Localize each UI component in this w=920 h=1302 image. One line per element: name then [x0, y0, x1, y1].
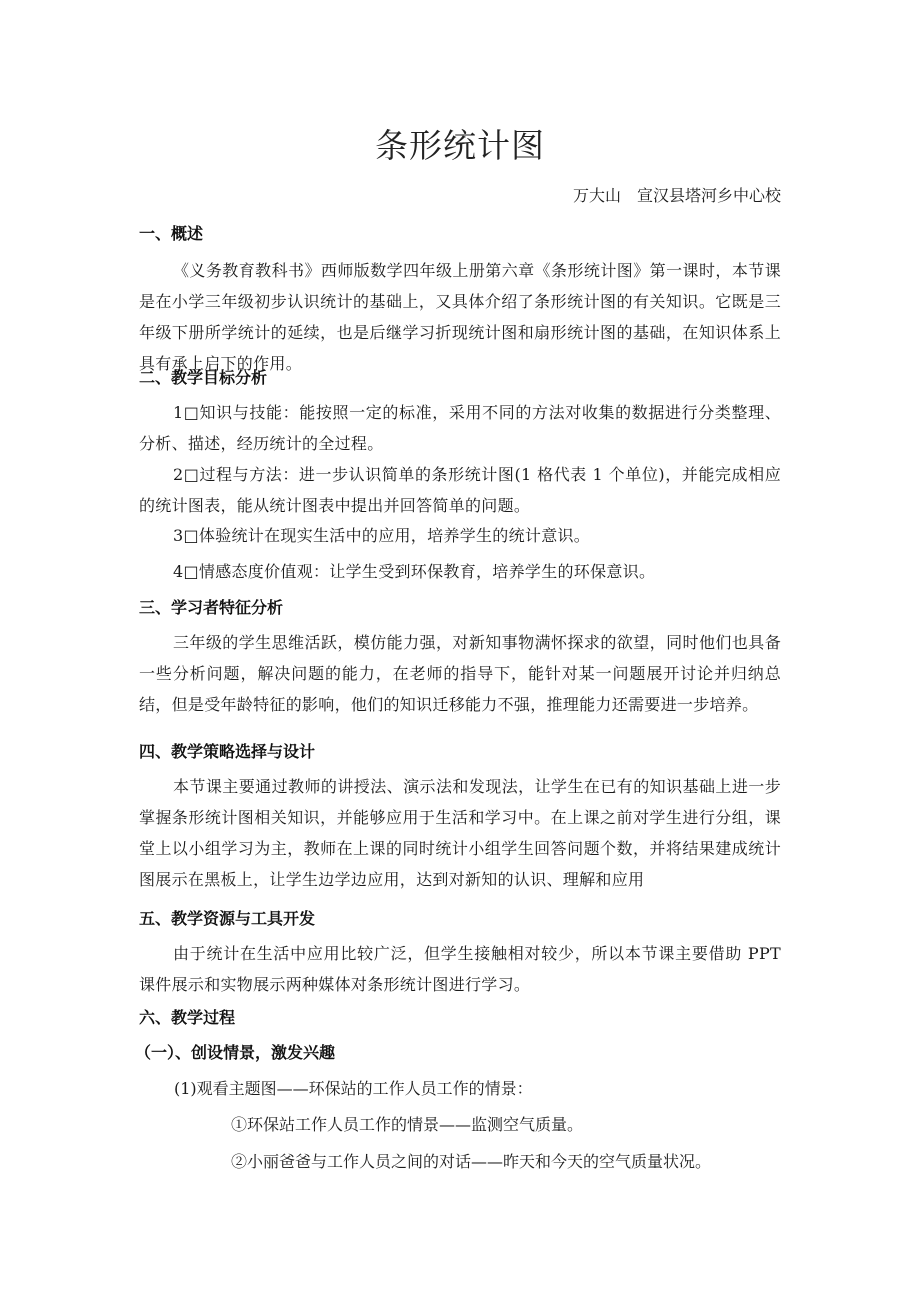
resources-paragraph: 由于统计在生活中应用比较广泛，但学生接触相对较少，所以本节课主要借助 PPT 课件展示和实物展示两种媒体对条形统计图进行学习。 [139, 944, 781, 994]
subsection-heading-scenario: （一）、创设情景，激发兴趣 [135, 1043, 336, 1062]
section-heading-learners: 三、学习者特征分析 [139, 598, 284, 617]
process-subitem-2: ②小丽爸爸与工作人员之间的对话——昨天和今天的空气质量状况。 [231, 1152, 712, 1171]
learners-paragraph: 三年级的学生思维活跃，模仿能力强，对新知事物满怀探求的欲望，同时他们也具备一些分析问题，解决问题的能力，在老师的指导下，能针对某一问题展开讨论并归纳总结，但是受年龄特征的影响，他们的知识迁移能力不强，推理能力还需要进一步培养。 [139, 633, 781, 714]
overview-paragraph: 《义务教育教科书》西师版数学四年级上册第六章《条形统计图》第一课时，本节课是在小学三年级初步认识统计的基础上，又具体介绍了条形统计图的有关知识。它既是三年级下册所学统计的延续，也是后继学习折现统计图和扇形统计图的基础，在知识体系上具有承上启下的作用。 [139, 261, 781, 373]
section-heading-strategy: 四、教学策略选择与设计 [139, 742, 316, 761]
section-heading-process: 六、教学过程 [139, 1008, 236, 1027]
author-line: 万大山 宣汉县塔河乡中心校 [572, 186, 781, 205]
section-heading-resources: 五、教学资源与工具开发 [139, 909, 316, 928]
section-heading-objectives: 二、教学目标分析 [139, 368, 268, 387]
section-heading-overview: 一、概述 [139, 224, 204, 243]
objective-3: 3□体验统计在现实生活中的应用，培养学生的统计意识。 [173, 526, 591, 545]
process-subitem-1: ①环保站工作人员工作的情景——监测空气质量。 [231, 1115, 584, 1134]
objective-2: 2□过程与方法：进一步认识简单的条形统计图(1 格代表 1 个单位)，并能完成相应的统计图表，能从统计图表中提出并回答简单的问题。 [139, 465, 781, 515]
process-item-1: (1)观看主题图——环保站的工作人员工作的情景： [174, 1079, 533, 1098]
strategy-paragraph: 本节课主要通过教师的讲授法、演示法和发现法，让学生在已有的知识基础上进一步掌握条形统计图相关知识，并能够应用于生活和学习中。在上课之前对学生进行分组，课堂上以小组学习为主，教师在上课的同时统计小组学生回答问题个数，并将结果建成统计图展示在黑板上，让学生边学边应用，达到对新知的认识、理解和应用 [139, 777, 781, 889]
document-title: 条形统计图 [375, 126, 545, 165]
objective-1: 1□知识与技能：能按照一定的标准，采用不同的方法对收集的数据进行分类整理、分析、描述，经历统计的全过程。 [139, 403, 781, 453]
objective-4: 4□情感态度价值观：让学生受到环保教育，培养学生的环保意识。 [173, 562, 656, 581]
